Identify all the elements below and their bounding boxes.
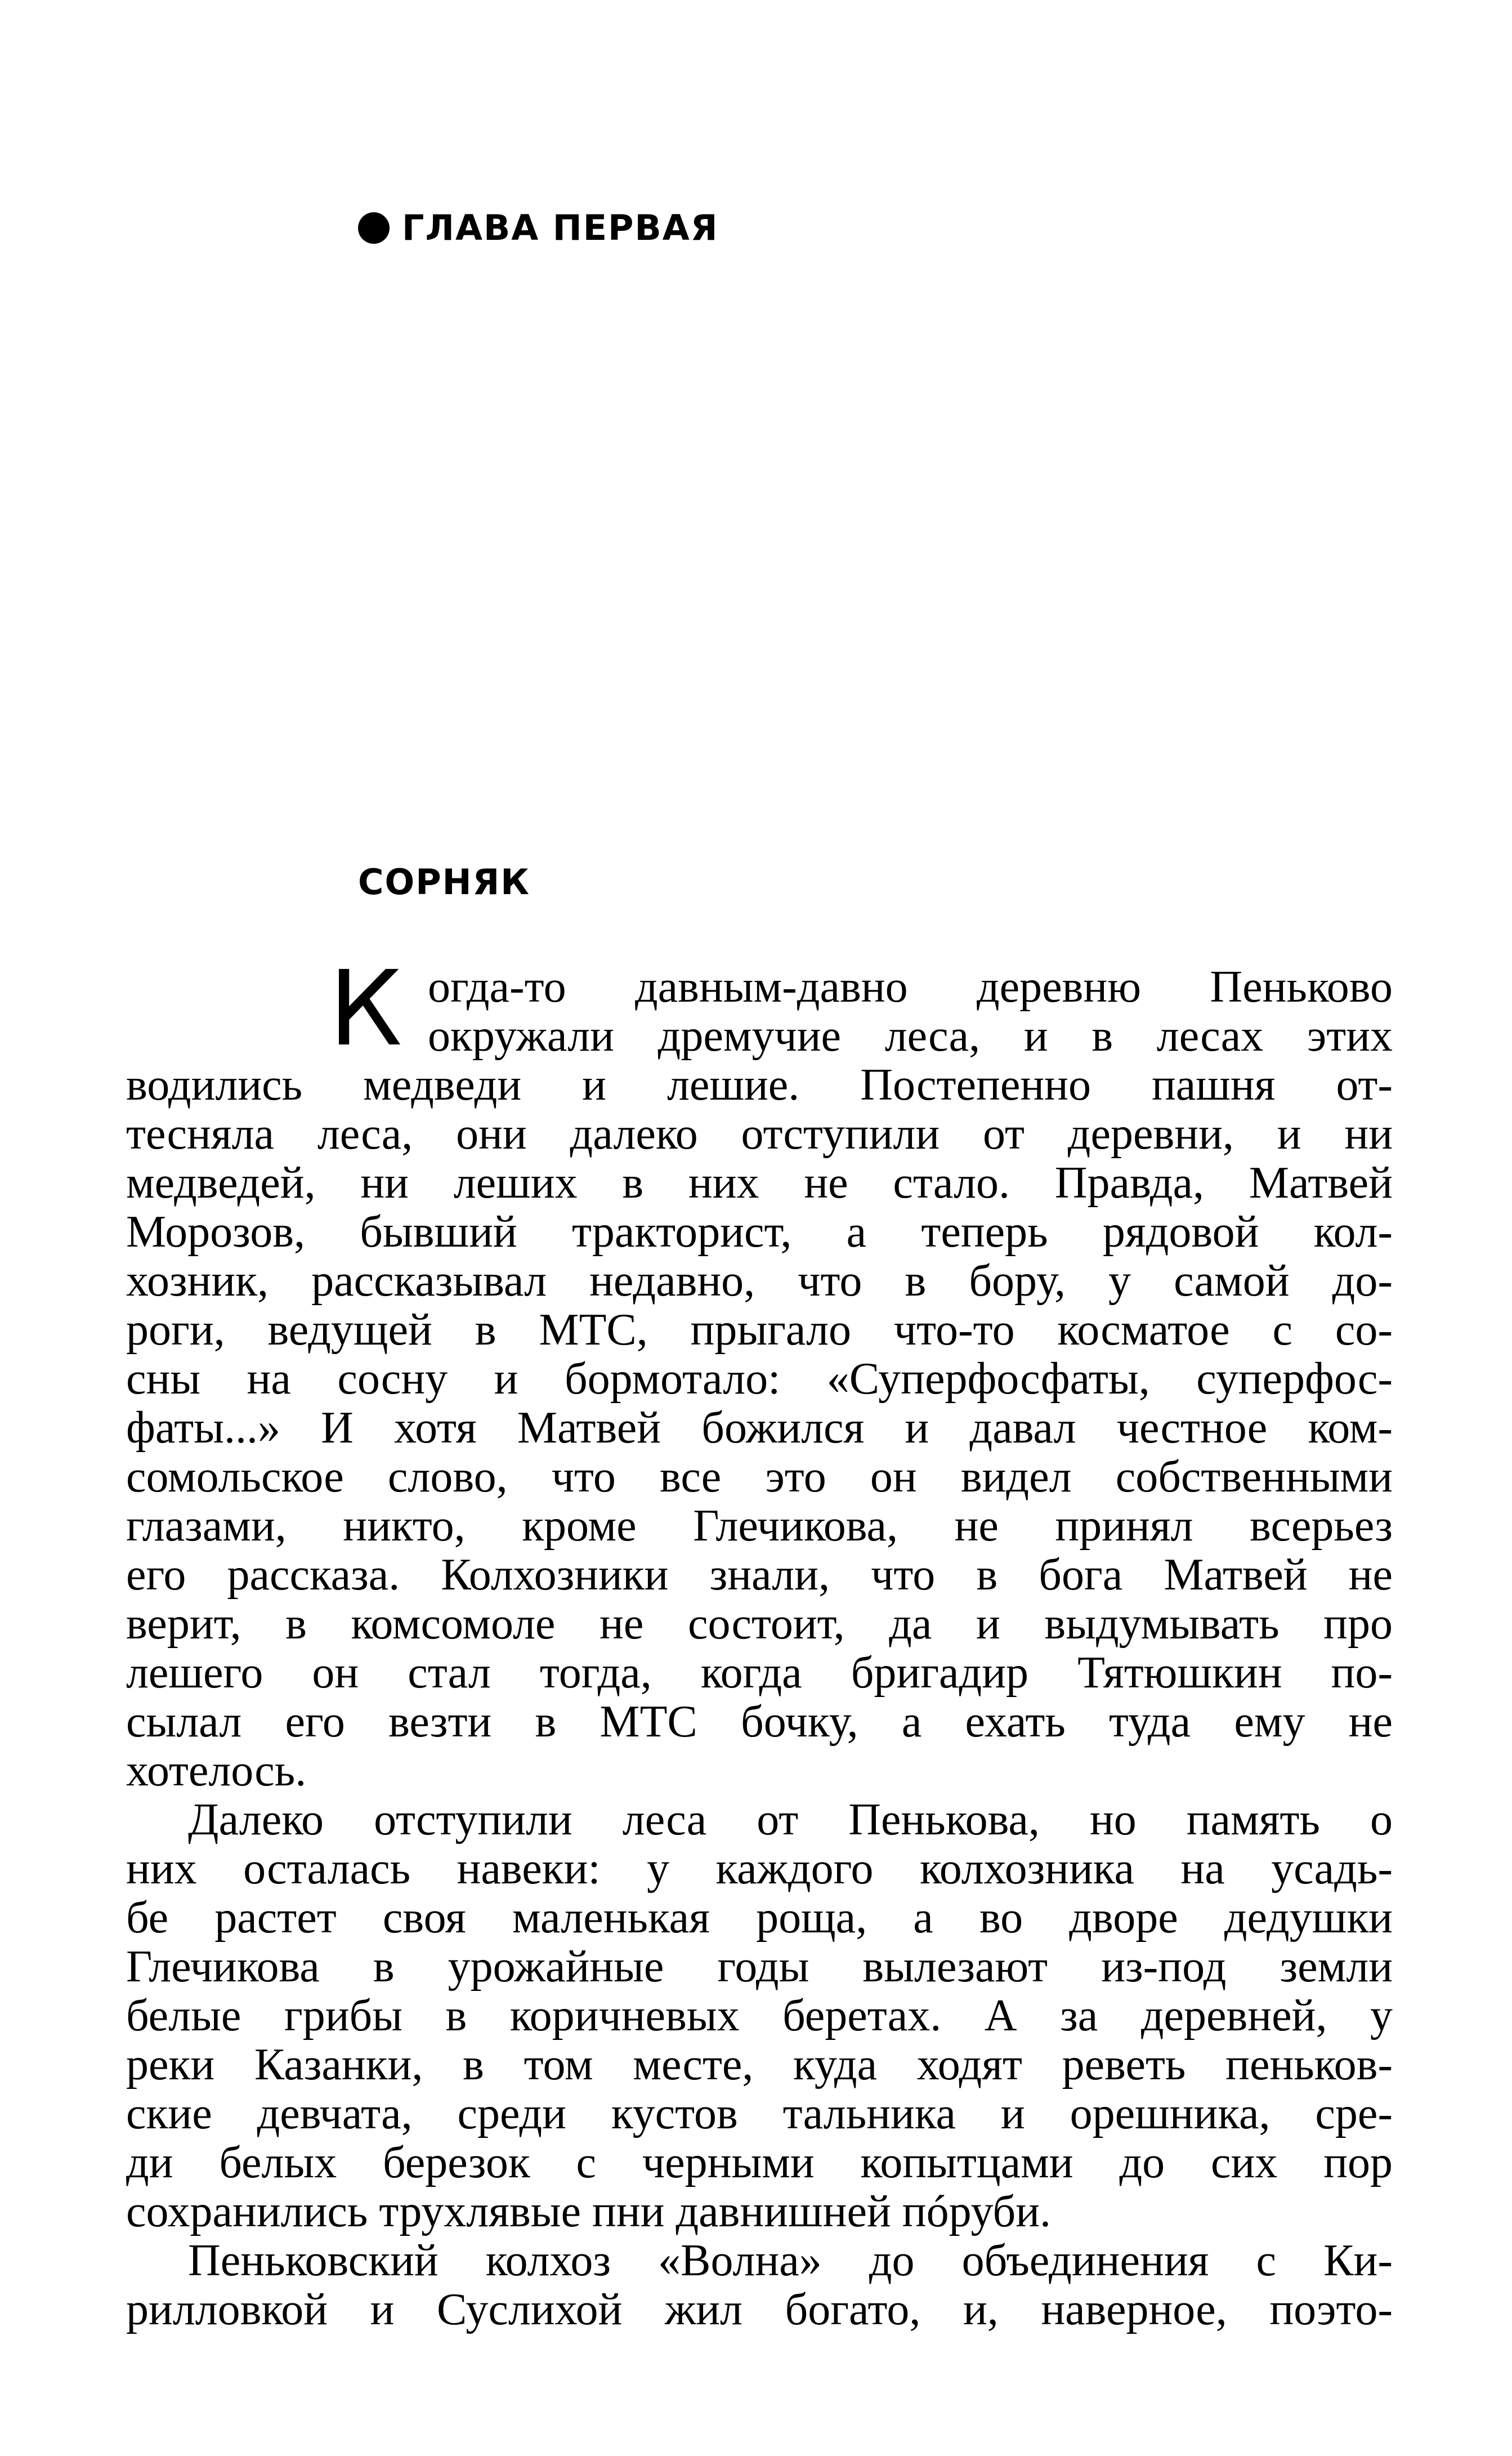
text-line: бе растет своя маленькая роща, а во дворе дедушки [126,1893,1393,1943]
chapter-heading-text: ГЛАВА ПЕРВАЯ [402,207,719,248]
text-line: водились медведи и лешие. Постепенно пашня от- [126,1060,1393,1110]
dropcap-letter: К [329,949,402,1069]
text-line: Морозов, бывший тракторист, а теперь рядовой кол- [126,1207,1393,1257]
text-line: ди белых березок с черными копытцами до сих пор [126,2138,1393,2187]
text-line: сылал его везти в МТС бочку, а ехать туда ему не [126,1697,1393,1747]
text-line: сомольское слово, что все это он видел собственными [126,1452,1393,1502]
text-line: верит, в комсомоле не состоит, да и выдумывать про [126,1599,1393,1649]
text-line: огда-то давным-давно деревню Пеньково [428,962,1393,1012]
text-line: окружали дремучие леса, и в лесах этих [428,1011,1393,1061]
text-line: Глечикова в урожайные годы вылезают из-под земли [126,1942,1393,1991]
text-line: фаты...» И хотя Матвей божился и давал честное ком- [126,1403,1393,1453]
text-line: тесняла леса, они далеко отступили от деревни, и ни [126,1109,1393,1159]
text-line: хозник, рассказывал недавно, что в бору, у самой до- [126,1256,1393,1306]
text-line: ские девчата, среди кустов тальника и орешника, сре- [126,2089,1393,2138]
text-line: белые грибы в коричневых беретах. А за деревней, у [126,1991,1393,2040]
first-paragraph-start [126,949,1393,1069]
text-line: Далеко отступили леса от Пенькова, но память о [188,1795,1393,1845]
black-circle-icon [358,212,390,244]
chapter-heading [358,207,718,248]
body-text [126,949,1393,2334]
text-line: медведей, ни леших в них не стало. Правда, Матвей [126,1158,1393,1208]
text-line: сохранились трухлявые пни давнишней пóруби. [126,2187,1052,2236]
text-line: Пеньковский колхоз «Волна» до объединения с Ки- [188,2236,1393,2285]
text-line: них осталась навеки: у каждого колхозника на усадь- [126,1844,1393,1894]
section-title: СОРНЯК [358,861,530,903]
text-line: сны на сосну и бормотало: «Суперфосфаты, суперфос- [126,1354,1393,1404]
text-line: рилловкой и Суслихой жил богато, и, наверное, поэто- [126,2285,1393,2334]
text-line: глазами, никто, кроме Глечикова, не принял всерьез [126,1501,1393,1551]
text-line: лешего он стал тогда, когда бригадир Тятюшкин по- [126,1648,1393,1698]
text-line: роги, ведущей в МТС, прыгало что-то косматое с со- [126,1305,1393,1355]
text-line: реки Казанки, в том месте, куда ходят реветь пеньков- [126,2040,1393,2089]
text-line: его рассказа. Колхозники знали, что в бога Матвей не [126,1550,1393,1600]
text-line: хотелось. [126,1746,307,1796]
